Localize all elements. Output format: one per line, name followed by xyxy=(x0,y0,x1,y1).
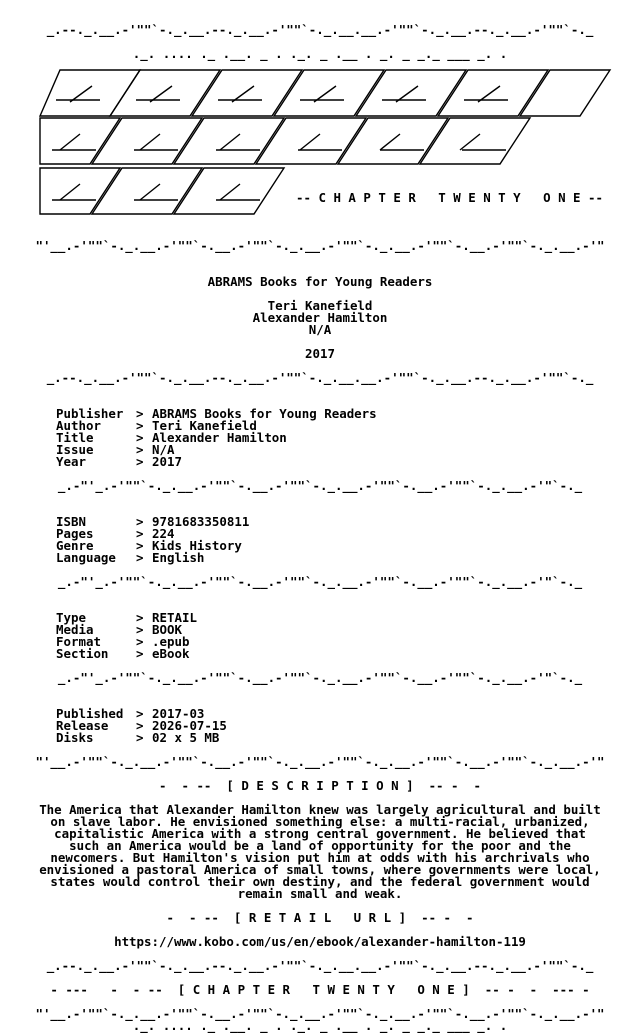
info-row xyxy=(0,648,640,660)
top-border: _.--._.__.-'""`-._.__.--._.__.-'""`-._.__.__.-'""`-._.__.--._.__.-'""`-._ xyxy=(46,22,594,37)
info-key: Genre xyxy=(56,538,94,553)
info-value: eBook xyxy=(152,646,190,661)
description-line: The America that Alexander Hamilton knew was largely agricultural and built xyxy=(39,802,601,817)
retail-url-link[interactable]: https://www.kobo.com/us/en/ebook/alexander-hamilton-119 xyxy=(114,934,526,949)
info-value: 224 xyxy=(152,526,175,541)
info-row xyxy=(0,432,640,444)
info-value: ABRAMS Books for Young Readers xyxy=(152,406,377,421)
logo-block xyxy=(274,70,384,116)
info-separator: > xyxy=(136,610,151,625)
description-line: on slave labor. He envisioned something else: a multi-racial, urbanized, xyxy=(50,814,590,829)
description-line: remain small and weak. xyxy=(237,886,403,901)
info-separator: > xyxy=(136,514,151,529)
summary-author: Teri Kanefield xyxy=(267,298,373,313)
info-value: Alexander Hamilton xyxy=(152,430,287,445)
footer-dots-line: ._. .... ._ .__. _ . ._. _ .__ . _. _ _._ ___ _. . xyxy=(132,1018,508,1033)
info-separator: > xyxy=(136,718,151,733)
logo-block xyxy=(420,118,530,164)
info-block-3 xyxy=(0,612,640,660)
info-key: Author xyxy=(56,418,101,433)
footer-border: _.--._.__.-'""`-._.__.--._.__.-'""`-._.__.__.-'""`-._.__.--._.__.-'""`-._ xyxy=(46,958,594,973)
wave-divider: "'__.-'""`-._.__.-'""`-.__.-'""`-._.__.-'""`-._.__.-'""`-.__.-'""`-._.__.-'" xyxy=(35,238,605,253)
logo-block xyxy=(110,70,220,116)
summary-issue: N/A xyxy=(308,322,332,337)
info-separator: > xyxy=(136,454,151,469)
info-separator: > xyxy=(136,550,151,565)
info-separator: > xyxy=(136,418,151,433)
info-separator: > xyxy=(136,442,151,457)
info-separator: > xyxy=(136,622,151,637)
info-value: 2026-07-15 xyxy=(152,718,227,733)
border-divider: _.--._.__.-'""`-._.__.--._.__.-'""`-._.__.__.-'""`-._.__.--._.__.-'""`-._ xyxy=(46,370,594,385)
info-key: Publisher xyxy=(56,406,124,421)
info-row xyxy=(0,612,640,624)
logo-block xyxy=(192,70,302,116)
info-key: Format xyxy=(56,634,101,649)
info-separator: > xyxy=(136,406,151,421)
description-line: newcomers. But Hamilton's vision put him at odds with his archrivals who xyxy=(50,850,590,865)
description-line: states would control their own destiny, and the federal government would xyxy=(50,874,590,889)
footer-chapter-line: - --- - - -- [ C H A P T E R T W E N T Y O N E ] -- - - --- - xyxy=(50,982,590,997)
logo-block xyxy=(174,168,284,214)
logo-block xyxy=(92,168,202,214)
info-separator: > xyxy=(136,430,151,445)
info-separator: > xyxy=(136,634,151,649)
info-value: RETAIL xyxy=(152,610,197,625)
info-row xyxy=(0,552,640,564)
info-separator: > xyxy=(136,706,151,721)
wave-short-divider: _.-"'_.-'""`-._.__.-'""`-.__.-'""`-._.__.-'""`-.__.-'""`-._.__.-'"`-._ xyxy=(57,574,583,589)
info-separator: > xyxy=(136,538,151,553)
retail-url-heading: - - -- [ R E T A I L U R L ] -- - - xyxy=(166,910,474,925)
summary-title: Alexander Hamilton xyxy=(252,310,388,325)
description-text xyxy=(0,804,640,900)
footer-wave: "'__.-'""`-._.__.-'""`-.__.-'""`-._.__.-'""`-._.__.-'""`-.__.-'""`-._.__.-'" xyxy=(35,1006,605,1021)
info-block-1 xyxy=(0,408,640,468)
top-dots-line: ._. .... ._ .__. _ . ._. _ .__ . _. _ _._ ___ _. . xyxy=(132,46,508,61)
info-separator: > xyxy=(136,526,151,541)
logo-block xyxy=(92,118,202,164)
info-row xyxy=(0,444,640,456)
info-key: Disks xyxy=(56,730,94,745)
info-value: .epub xyxy=(152,634,190,649)
wave-short-divider: _.-"'_.-'""`-._.__.-'""`-.__.-'""`-._.__.-'""`-.__.-'""`-._.__.-'"`-._ xyxy=(57,670,583,685)
info-row xyxy=(0,720,640,732)
description-heading: - - -- [ D E S C R I P T I O N ] -- - - xyxy=(159,778,481,793)
info-value: Teri Kanefield xyxy=(152,418,257,433)
logo-block xyxy=(40,168,120,214)
info-key: Release xyxy=(56,718,109,733)
info-key: Published xyxy=(56,706,124,721)
info-block-4 xyxy=(0,708,640,744)
retail-url-line[interactable] xyxy=(0,936,640,948)
info-value: 02 x 5 MB xyxy=(152,730,220,745)
logo-block xyxy=(40,118,120,164)
info-row xyxy=(0,528,640,540)
wave-divider: "'__.-'""`-._.__.-'""`-.__.-'""`-._.__.-'""`-._.__.-'""`-.__.-'""`-._.__.-'" xyxy=(35,754,605,769)
info-row xyxy=(0,732,640,744)
logo-block xyxy=(438,70,548,116)
summary-year: 2017 xyxy=(305,346,335,361)
logo-block xyxy=(338,118,448,164)
info-row xyxy=(0,456,640,468)
info-key: Issue xyxy=(56,442,94,457)
info-separator: > xyxy=(136,730,151,745)
info-value: English xyxy=(152,550,205,565)
info-value: Kids History xyxy=(152,538,242,553)
info-key: Section xyxy=(56,646,109,661)
description-line: such an America would be a land of opportunity for the poor and the xyxy=(69,838,571,853)
info-key: Media xyxy=(56,622,94,637)
info-value: N/A xyxy=(152,442,175,457)
summary-publisher: ABRAMS Books for Young Readers xyxy=(207,274,433,289)
logo-chapter-label: C H A P T E R T W E N T Y O N E xyxy=(318,190,581,205)
info-value: 2017 xyxy=(152,454,182,469)
info-key: Pages xyxy=(56,526,94,541)
logo-chapter-line: -- C H A P T E R T W E N T Y O N E -- xyxy=(296,190,604,205)
info-key: Title xyxy=(56,430,94,445)
info-value: 9781683350811 xyxy=(152,514,250,529)
info-key: Year xyxy=(56,454,86,469)
info-block-2 xyxy=(0,516,640,564)
logo-block xyxy=(174,118,284,164)
info-value: BOOK xyxy=(152,622,182,637)
info-row xyxy=(0,420,640,432)
info-row xyxy=(0,516,640,528)
info-key: Language xyxy=(56,550,116,565)
info-separator: > xyxy=(136,646,151,661)
info-key: Type xyxy=(56,610,86,625)
description-line: capitalistic America with a strong central government. He believed that xyxy=(54,826,586,841)
info-key: ISBN xyxy=(56,514,86,529)
description-line: envisioned a pastoral America of small towns, where governments were local, xyxy=(39,862,601,877)
logo-block xyxy=(356,70,466,116)
wave-short-divider: _.-"'_.-'""`-._.__.-'""`-.__.-'""`-._.__.-'""`-.__.-'""`-._.__.-'"`-._ xyxy=(57,478,583,493)
info-value: 2017-03 xyxy=(152,706,205,721)
